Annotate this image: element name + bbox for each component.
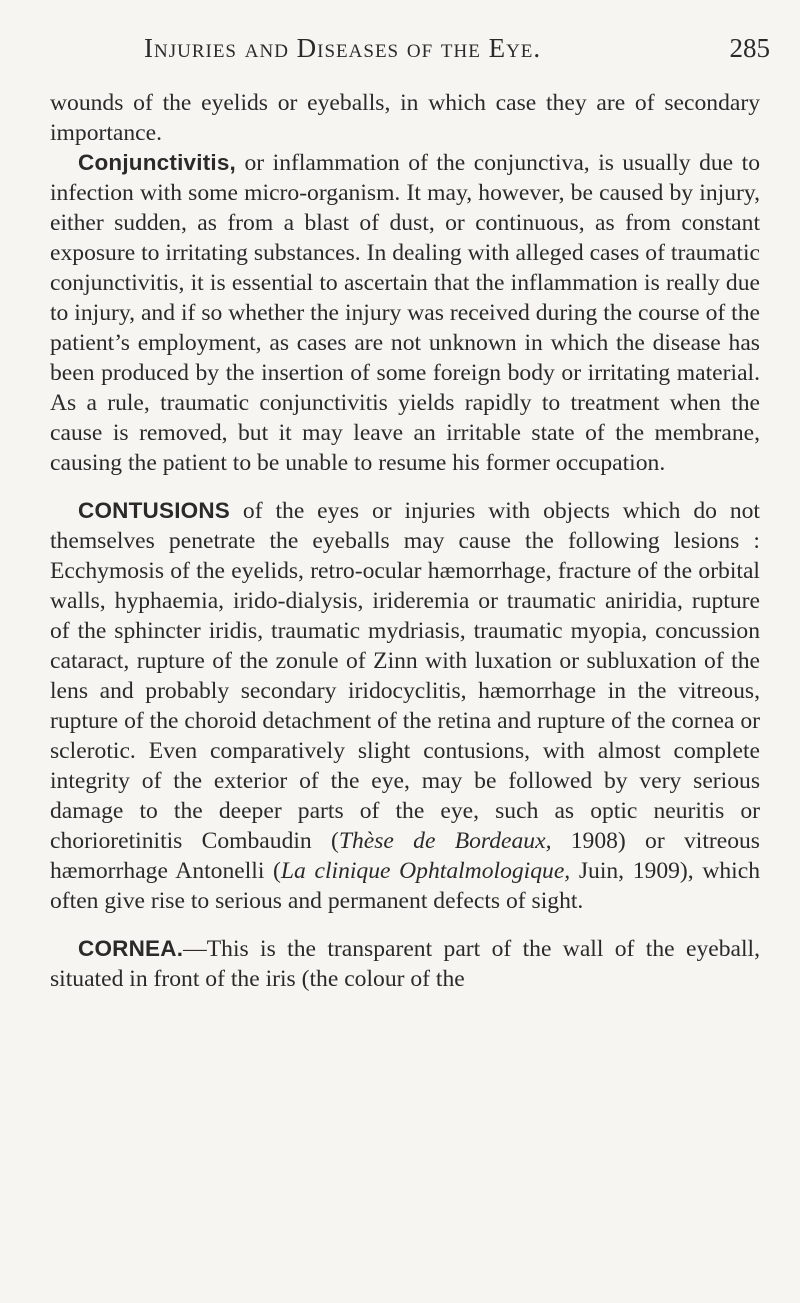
running-head <box>118 33 770 69</box>
heading-cornea: CORNEA. <box>78 936 184 961</box>
citation-these-de-bordeaux: Thèse de Bordeaux, <box>338 828 552 854</box>
paragraph-contusions-text-c: Juin, 1909), which often give rise to serious and permanent defects of sight. <box>50 858 760 914</box>
heading-conjunctivitis: Conjunctivitis, <box>78 150 237 175</box>
paragraph-conjunctivitis-text: or inflammation of the conjunctiva, is usually due to infection with some micro-organism. It may, however, be caused by injury, either sudden, as from a blast of dust, or continuous, as from constant exposure to irritating substances. In dealing with alleged cases of traumatic conjunctivitis, it is essential to ascertain that the inflammation is really due to injury, and if so whether the injury was received during the course of the patient’s employment, as cases are not unknown in which the disease has been produced by the insertion of some foreign body or irritating material. As a rule, traumatic conjunctivitis yields rapidly to treatment when the cause is removed, but it may leave an irritable state of the membrane, causing the patient to be unable to resume his former occupation. <box>50 150 760 476</box>
paragraph-conjunctivitis <box>50 148 760 478</box>
paragraph-contusions-text-b: 1908) or vitreous hæmorrhage Antonelli ( <box>50 828 760 884</box>
paragraph-wounds <box>50 88 760 148</box>
paragraph-contusions-text-a: of the eyes or injuries with objects which do not themselves penetrate the eyeballs may cause the following lesions : Ecchymosis of the eyelids, retro-ocular hæmorrhage, fracture of the orbital walls, hyphaemia, irido-dialysis, irideremia or traumatic aniridia, rupture of the sphincter iridis, traumatic mydriasis, traumatic myopia, concussion cataract, rupture of the zonule of Zinn with luxation or subluxation of the lens and probably secondary iridocyclitis, hæmorrhage in the vitreous, rupture of the choroid detachment of the retina and rupture of the cornea or sclerotic. Even comparatively slight contusions, with almost complete integrity of the exterior of the eye, may be followed by very serious damage to the deeper parts of the eye, such as optic neuritis or chorioretinitis Combaudin ( <box>50 498 760 854</box>
paragraph-wounds-text: wounds of the eyelids or eyeballs, in which case they are of secondary importance. <box>50 90 760 146</box>
paragraph-cornea-text: —This is the transparent part of the wall of the eyeball, situated in front of the iris (the colour of the <box>50 936 760 992</box>
body-text <box>50 88 760 994</box>
heading-contusions: CONTUSIONS <box>78 498 231 523</box>
paragraph-contusions <box>50 496 760 916</box>
page-number: 285 <box>729 33 770 63</box>
citation-la-clinique: La clinique Ophtalmologique, <box>280 858 571 884</box>
paragraph-cornea <box>50 934 760 994</box>
running-head-title: Injuries and Diseases of the Eye. <box>144 33 542 63</box>
